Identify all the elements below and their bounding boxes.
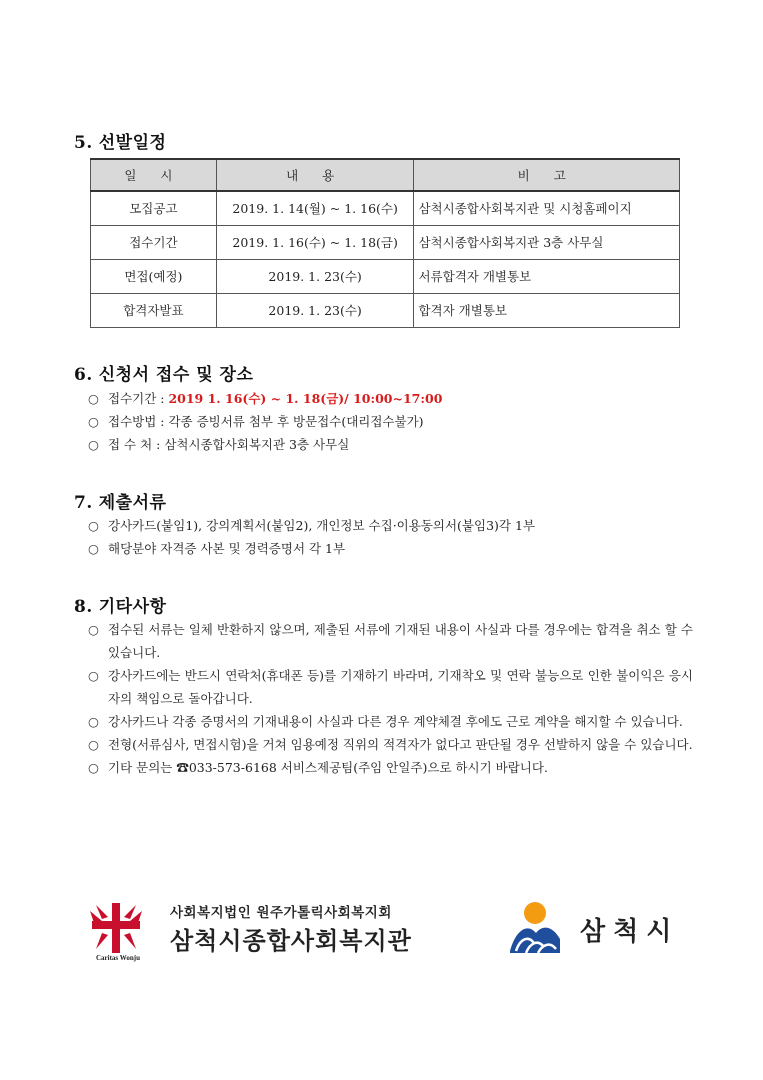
circle-bullet-icon: ○ xyxy=(88,437,99,452)
list-item xyxy=(88,537,535,560)
table-row xyxy=(91,225,680,259)
list-item xyxy=(88,433,442,456)
list-item xyxy=(88,756,693,779)
row-note: 서류합격자 개별통보 xyxy=(414,259,680,293)
schedule-header-row xyxy=(91,159,680,191)
row-label: 모집공고 xyxy=(91,191,217,225)
samcheok-city-logo-icon xyxy=(506,899,564,957)
list-item xyxy=(88,710,693,733)
period-label: 접수기간 : xyxy=(108,391,169,406)
section-5-title: 5. 선발일정 xyxy=(74,133,167,153)
list-item xyxy=(88,514,535,537)
row-note: 합격자 개별통보 xyxy=(414,293,680,327)
list-item xyxy=(88,410,442,433)
row-note: 삼척시종합사회복지관 3층 사무실 xyxy=(414,225,680,259)
period-value: 2019 1. 16(수) ~ 1. 18(금)/ 10:00~17:00 xyxy=(168,391,443,406)
row-date: 2019. 1. 23(수) xyxy=(216,293,414,327)
note-text: 전형(서류심사, 면접시험)을 거쳐 임용예정 직위의 적격자가 없다고 판단될 경우 선발하지 않을 수 있습니다. xyxy=(108,737,693,752)
circle-bullet-icon: ○ xyxy=(88,541,99,556)
note-text: 접수된 서류는 일체 반환하지 않으며, 제출된 서류에 기재된 내용이 사실과 다를 경우에는 합격을 취소 할 수 있습니다. xyxy=(108,622,693,660)
note-text: 강사카드에는 반드시 연락처(휴대폰 등)를 기재하기 바라며, 기재착오 및 연락 불능으로 인한 불이익은 응시자의 책임으로 돌아갑니다. xyxy=(108,668,693,706)
row-date: 2019. 1. 16(수) ~ 1. 18(금) xyxy=(216,225,414,259)
city-name: 삼척시 xyxy=(580,917,680,947)
application-list xyxy=(88,387,442,456)
table-row xyxy=(91,191,680,225)
header-content: 내 용 xyxy=(216,159,414,191)
section-6-title: 6. 신청서 접수 및 장소 xyxy=(74,365,254,385)
row-label: 접수기간 xyxy=(91,225,217,259)
method-text: 접수방법 : 각종 증빙서류 첨부 후 방문접수(대리접수불가) xyxy=(108,414,424,429)
circle-bullet-icon: ○ xyxy=(88,414,99,429)
circle-bullet-icon: ○ xyxy=(88,760,99,775)
row-date: 2019. 1. 23(수) xyxy=(216,259,414,293)
circle-bullet-icon: ○ xyxy=(88,518,99,533)
list-item xyxy=(88,387,442,410)
header-note: 비 고 xyxy=(414,159,680,191)
note-text: 강사카드나 각종 증명서의 기재내용이 사실과 다른 경우 계약체결 후에도 근로 계약을 해지할 수 있습니다. xyxy=(108,714,683,729)
schedule-table xyxy=(90,158,680,328)
document-text: 강사카드(붙임1), 강의계획서(붙임2), 개인정보 수집·이용동의서(붙임3)각 1부 xyxy=(108,518,535,533)
section-8-title: 8. 기타사항 xyxy=(74,597,167,617)
org-subtitle: 사회복지법인 원주가톨릭사회복지회 xyxy=(170,905,392,921)
row-date: 2019. 1. 14(월) ~ 1. 16(수) xyxy=(216,191,414,225)
table-row xyxy=(91,259,680,293)
note-text: 기타 문의는 ☎033-573-6168 서비스제공팀(주임 안일주)으로 하시기 바랍니다. xyxy=(108,760,548,775)
circle-bullet-icon: ○ xyxy=(88,391,99,406)
place-text: 접 수 처 : 삼척시종합사회복지관 3층 사무실 xyxy=(108,437,350,452)
notes-list xyxy=(88,618,693,779)
footer xyxy=(88,897,688,967)
row-label: 면접(예정) xyxy=(91,259,217,293)
list-item xyxy=(88,733,693,756)
documents-list xyxy=(88,514,535,560)
header-date: 일 시 xyxy=(91,159,217,191)
row-label: 합격자발표 xyxy=(91,293,217,327)
caritas-label: Caritas Wonju xyxy=(95,954,141,962)
circle-bullet-icon: ○ xyxy=(88,668,99,683)
circle-bullet-icon: ○ xyxy=(88,714,99,729)
list-item xyxy=(88,618,693,664)
document-text: 해당분야 자격증 사본 및 경력증명서 각 1부 xyxy=(108,541,346,556)
circle-bullet-icon: ○ xyxy=(88,737,99,752)
list-item xyxy=(88,664,693,710)
org-name: 삼척시종합사회복지관 xyxy=(170,927,412,955)
row-note: 삼척시종합사회복지관 및 시청홈페이지 xyxy=(414,191,680,225)
table-row xyxy=(91,293,680,327)
section-7-title: 7. 제출서류 xyxy=(74,493,167,513)
circle-bullet-icon: ○ xyxy=(88,622,99,637)
